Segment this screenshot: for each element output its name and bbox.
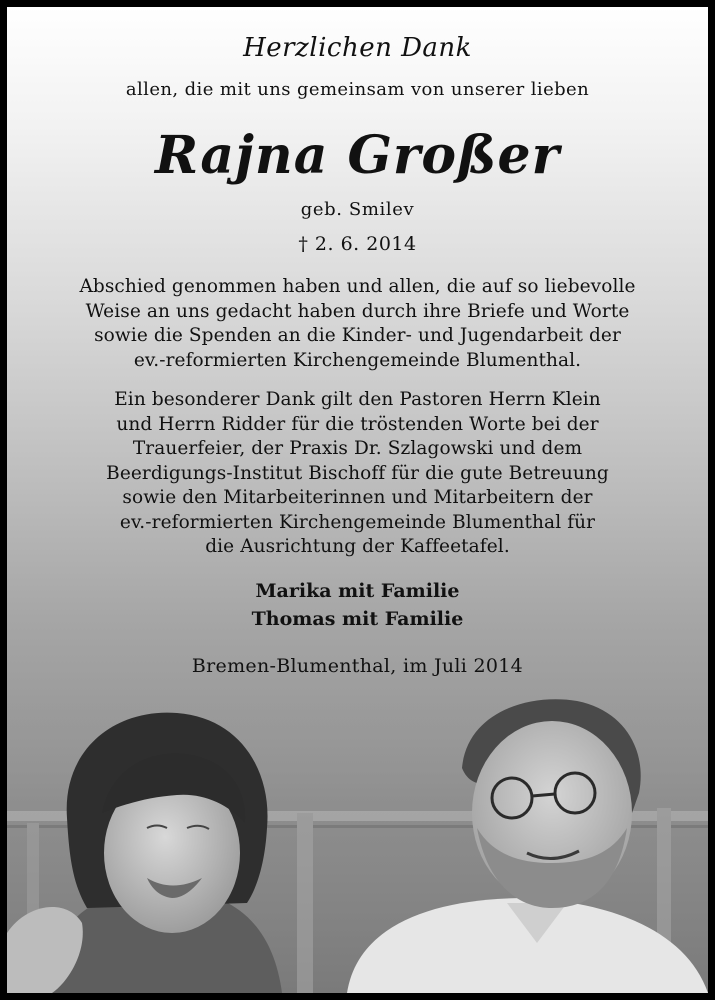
paragraph-line: und Herrn Ridder für die tröstenden Worte bei der <box>116 413 599 435</box>
heading: Herzlichen Dank <box>243 33 472 63</box>
paragraph-line: sowie die Spenden an die Kinder- und Jugendarbeit der <box>94 325 621 346</box>
paragraph-line: Abschied genommen haben und allen, die auf so liebevolle <box>79 276 636 297</box>
paragraph-line: Trauerfeier, der Praxis Dr. Szlagowski und dem <box>132 438 583 459</box>
birth-name: geb. Smilev <box>300 199 415 220</box>
paragraph-line: Weise an uns gedacht haben durch ihre Briefe und Worte <box>85 300 630 322</box>
thanks-paragraph-2 <box>7 388 708 560</box>
paragraph-line: sowie den Mitarbeiterinnen und Mitarbeitern der <box>122 487 593 508</box>
paragraph-line: ev.-reformierten Kirchengemeinde Blumenthal. <box>133 349 582 371</box>
paragraph-line: Beerdigungs-Institut Bischoff für die gute Betreuung <box>106 462 609 484</box>
signature-line: Marika mit Familie <box>255 580 460 602</box>
place-date: Bremen-Blumenthal, im Juli 2014 <box>191 655 524 677</box>
couple-photo <box>7 693 708 993</box>
paragraph-line: ev.-reformierten Kirchengemeinde Blumenthal für <box>119 511 596 533</box>
paragraph-line: die Ausrichtung der Kaffeetafel. <box>205 536 510 557</box>
signatures <box>7 577 708 633</box>
paragraph-line: Ein besonderer Dank gilt den Pastoren Herrn Klein <box>114 389 601 410</box>
intro-line: allen, die mit uns gemeinsam von unserer lieben <box>125 79 590 100</box>
deceased-name: Rajna Großer <box>155 125 560 186</box>
thanks-paragraph-1 <box>7 275 708 373</box>
signature-line: Thomas mit Familie <box>251 608 464 630</box>
death-date: † 2. 6. 2014 <box>298 233 417 255</box>
